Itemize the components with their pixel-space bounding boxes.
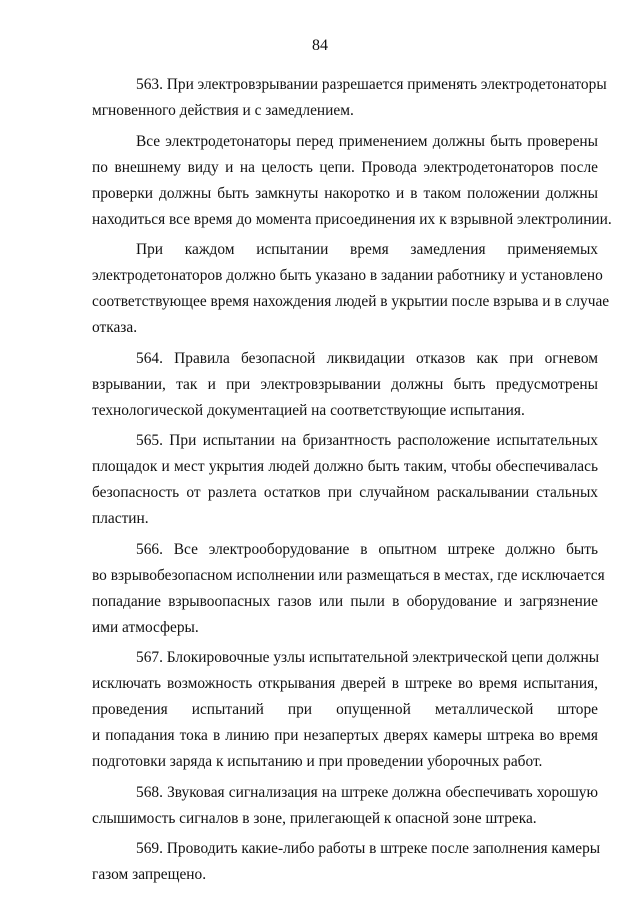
text-line: технологической документацией на соответствующие испытания. (92, 401, 525, 419)
text-line: слышимость сигналов в зоне, прилегающей к опасной зоне штрека. (92, 809, 537, 827)
text-line: ими атмосферы. (92, 618, 199, 636)
text-line: 566. Все электрооборудование в опытном штреке должно быть (136, 540, 598, 558)
text-line: 569. Проводить какие-либо работы в штреке после заполнения камеры (136, 840, 601, 857)
paragraph-568 (92, 780, 598, 832)
document-body (92, 72, 612, 893)
text-line: соответствующее время нахождения людей в укрытии после взрыва и в случае (92, 293, 610, 310)
text-line: отказа. (92, 319, 138, 336)
text-line: и попадания тока в линию при незапертых дверях камеры штрека во время (92, 727, 598, 744)
text-line: подготовки заряда к испытанию и при проведении уборочных работ. (92, 753, 543, 770)
paragraph-567 (92, 645, 598, 775)
text-line: пластин. (92, 510, 149, 527)
text-line: проведения испытаний при опущенной металлической шторе (92, 701, 598, 718)
paragraph-564 (92, 346, 598, 424)
text-line: взрывании, так и при электровзрывании должны быть предусмотрены (92, 375, 598, 393)
paragraph-563 (92, 72, 607, 124)
text-line: 564. Правила безопасной ликвидации отказов как при огневом (136, 349, 598, 367)
text-line: исключать возможность открывания дверей в штреке во время испытания, (92, 675, 598, 692)
paragraph-569 (92, 836, 601, 888)
text-line: 567. Блокировочные узлы испытательной электрической цепи должны (136, 649, 600, 666)
text-line: При каждом испытании время замедления применяемых (136, 241, 598, 258)
text-line: мгновенного действия и с замедлением. (92, 102, 354, 119)
paragraph-563-delay-time (92, 237, 610, 341)
paragraph-563-detonators-check (92, 129, 612, 233)
text-line: электродетонаторов должно быть указано в задании работнику и установлено (92, 267, 603, 284)
text-line: 565. При испытании на бризантность расположение испытательных (136, 432, 598, 449)
page-number: 84 (312, 37, 328, 54)
text-line: во взрывобезопасном исполнении или размещаться в местах, где исключается (92, 566, 605, 584)
text-line: проверки должны быть замкнуты накоротко и в таком положении должны (92, 184, 598, 202)
text-line: находиться все время до момента присоединения их к взрывной электролинии. (92, 210, 612, 228)
text-line: по внешнему виду и на целость цепи. Провода электродетонаторов после (92, 158, 598, 176)
paragraph-565 (92, 428, 598, 532)
text-line: попадание взрывоопасных газов или пыли в оборудование и загрязнение (92, 592, 598, 610)
text-line: площадок и мест укрытия людей должно быть таким, чтобы обеспечивалась (92, 458, 598, 475)
text-line: газом запрещено. (92, 866, 207, 883)
text-line: 568. Звуковая сигнализация на штреке должна обеспечивать хорошую (136, 783, 598, 801)
text-line: безопасность от разлета остатков при случайном раскалывании стальных (92, 484, 598, 501)
paragraph-566 (92, 537, 605, 641)
text-line: 563. При электровзрывании разрешается применять электродетонаторы (136, 76, 607, 93)
text-line: Все электродетонаторы перед применением должны быть проверены (136, 132, 598, 150)
